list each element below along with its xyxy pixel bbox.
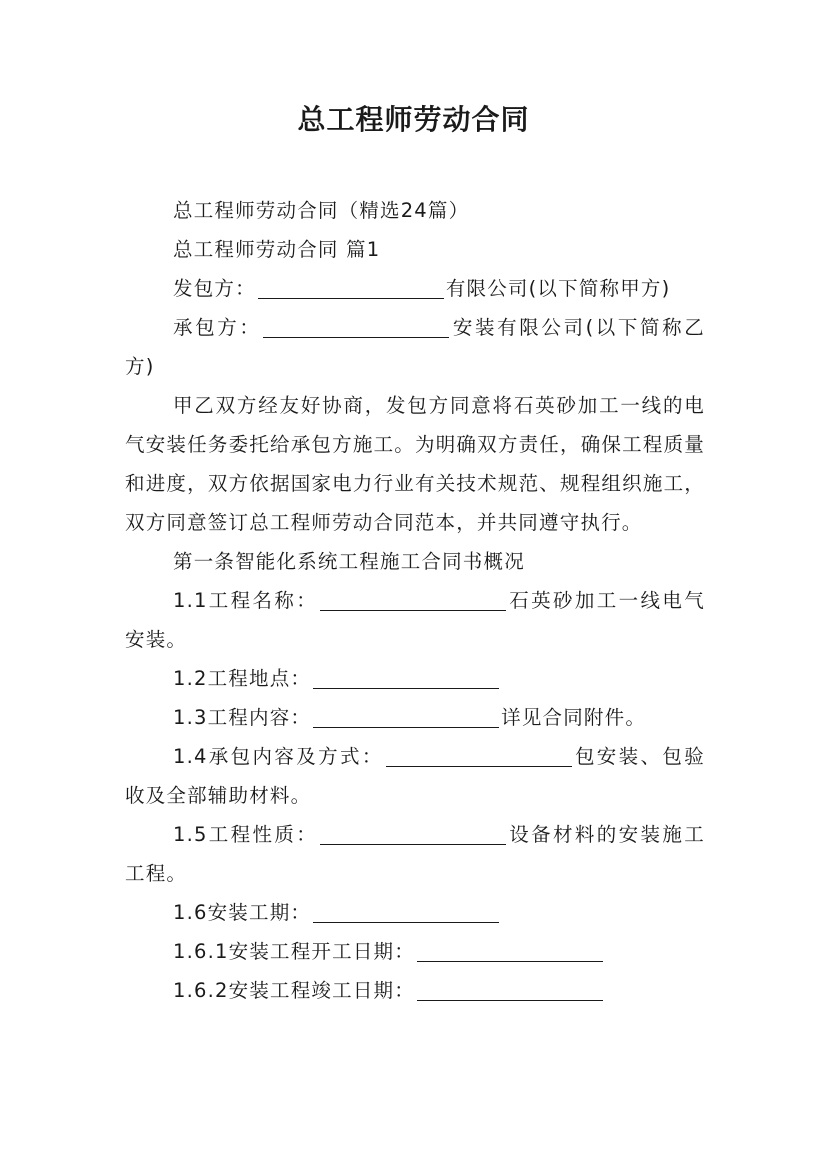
paragraph-clause-1-3: [125, 698, 705, 737]
paragraph-clause-1-4: [125, 737, 705, 815]
paragraph-subtitle: [125, 191, 705, 230]
paragraph-agreement: [125, 386, 705, 542]
paragraph-text: 1.6.1安装工程开工日期：: [173, 940, 415, 963]
fill-in-blank: [320, 822, 506, 845]
paragraph-text: 1.6.2安装工程竣工日期：: [173, 979, 415, 1002]
paragraph-text: 1.4承包内容及方式：: [173, 745, 384, 768]
paragraph-contractor: [125, 269, 705, 308]
fill-in-blank: [313, 900, 499, 923]
paragraph-clause-1-2: [125, 659, 705, 698]
fill-in-blank: [417, 939, 603, 962]
paragraph-text: 安装有限公司(以下简称乙方): [125, 316, 705, 378]
paragraph-text: 包安装、包验收及全部辅助材料。: [125, 745, 705, 807]
paragraph-text: 总工程师劳动合同（精选24篇）: [173, 199, 470, 222]
paragraph-text: 石英砂加工一线电气安装。: [125, 589, 705, 651]
paragraph-text: 有限公司(以下简称甲方): [445, 277, 671, 300]
paragraph-clause-1-1: [125, 581, 705, 659]
paragraph-text: 详见合同附件。: [501, 706, 647, 729]
paragraph-text: 1.2工程地点：: [173, 667, 312, 690]
paragraph-text: 1.3工程内容：: [173, 706, 312, 729]
paragraph-text: 1.5工程性质：: [173, 823, 319, 846]
document-body: [125, 191, 705, 1010]
paragraph-text: 1.6安装工期：: [173, 901, 312, 924]
paragraph-text: 承包方：: [173, 316, 262, 339]
fill-in-blank: [417, 978, 603, 1001]
paragraph-clause-1-6-2: [125, 971, 705, 1010]
paragraph-text: 甲乙双方经友好协商，发包方同意将石英砂加工一线的电气安装任务委托给承包方施工。为明确双方责任，确保工程质量和进度，双方依据国家电力行业有关技术规范、规程组织施工，双方同意签订总工程师劳动合同范本，并共同遵守执行。: [125, 394, 705, 534]
fill-in-blank: [320, 588, 506, 611]
fill-in-blank: [313, 705, 499, 728]
fill-in-blank: [386, 744, 572, 767]
paragraph-text: 发包方：: [173, 277, 256, 300]
paragraph-article-one: [125, 542, 705, 581]
paragraph-subcontractor: [125, 308, 705, 386]
fill-in-blank: [263, 315, 449, 338]
paragraph-section-heading: [125, 230, 705, 269]
document-title: 总工程师劳动合同: [297, 103, 530, 136]
paragraph-text: 1.1工程名称：: [173, 589, 319, 612]
paragraph-clause-1-6-1: [125, 932, 705, 971]
paragraph-text: 第一条智能化系统工程施工合同书概况: [173, 550, 525, 573]
paragraph-text: 设备材料的安装施工工程。: [125, 823, 705, 885]
paragraph-clause-1-6: [125, 893, 705, 932]
paragraph-text: 总工程师劳动合同 篇1: [173, 238, 381, 261]
fill-in-blank: [258, 276, 444, 299]
fill-in-blank: [313, 666, 499, 689]
paragraph-clause-1-5: [125, 815, 705, 893]
